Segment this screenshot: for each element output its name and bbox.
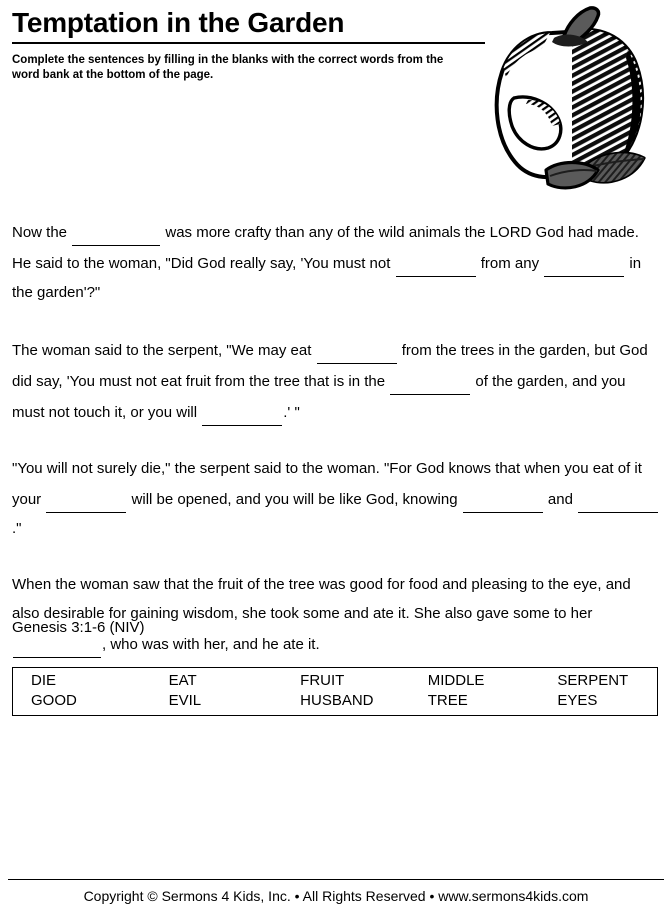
footer-copyright: Copyright © Sermons 4 Kids, Inc. • All Rights Reserved • www.sermons4kids.com	[83, 888, 589, 904]
passage-text: was more crafty than any of the wild animals the LORD God had made. He said to the woman, "Did God really say, 'You must not	[12, 224, 639, 272]
word-bank-row	[13, 671, 657, 691]
word-bank-word[interactable]: FRUIT	[300, 672, 345, 689]
fill-in-blank[interactable]	[317, 334, 397, 364]
word-bank-word[interactable]: EVIL	[168, 692, 202, 709]
fill-in-blank[interactable]	[390, 365, 470, 395]
word-bank-word[interactable]: MIDDLE	[427, 672, 485, 689]
word-bank-word[interactable]: SERPENT	[557, 672, 629, 689]
word-bank-word[interactable]: EYES	[557, 692, 598, 709]
fill-in-blank[interactable]	[46, 483, 126, 513]
fill-in-blank[interactable]	[578, 483, 658, 513]
instructions-text: Complete the sentences by filling in the blanks with the correct words from the word bank at the bottom of the page.	[12, 54, 444, 81]
passage-text: from any	[476, 255, 544, 272]
word-bank-word[interactable]: HUSBAND	[300, 692, 374, 709]
word-bank-word[interactable]: DIE	[31, 672, 57, 689]
word-bank-row	[13, 691, 657, 711]
title-divider	[12, 42, 485, 44]
passage-text: will be opened, and you will be like God, knowing	[127, 491, 462, 508]
passage-text: Now the	[12, 224, 72, 241]
passage-paragraph	[12, 334, 662, 427]
fill-in-blank[interactable]	[544, 247, 624, 277]
word-bank-word[interactable]: GOOD	[31, 692, 77, 709]
passage-text: The woman said to the serpent, "We may eat	[12, 342, 316, 359]
scripture-citation: Genesis 3:1-6 (NIV)	[12, 619, 145, 636]
word-bank-word[interactable]: TREE	[427, 692, 468, 709]
passage-paragraph	[12, 454, 662, 543]
passage-text: .' "	[283, 404, 300, 421]
passage-text: , who was with her, and he ate it.	[102, 636, 320, 653]
passage-paragraph	[12, 216, 662, 307]
word-bank-word[interactable]: EAT	[168, 672, 197, 689]
passage-text: in the garden'?"	[12, 255, 642, 301]
passage-text: from the trees in the garden, but God did say, 'You must not eat fruit from the tree that is in the	[12, 342, 648, 390]
fill-in-blank[interactable]	[396, 247, 476, 277]
worksheet-header	[12, 6, 486, 82]
passage-text: ."	[12, 520, 22, 537]
passage-text: "You will not surely die," the serpent said to the woman. "For God knows that when you eat of it your	[12, 460, 642, 508]
passage-paragraph	[12, 570, 662, 659]
passage-text: When the woman saw that the fruit of the tree was good for food and pleasing to the eye, and also desirable for gaining wisdom, she took some and ate it. She also gave some to her	[12, 576, 631, 622]
passage-body	[12, 216, 662, 659]
fill-in-blank[interactable]	[202, 396, 282, 426]
word-bank	[12, 667, 658, 716]
fill-in-blank[interactable]	[72, 216, 160, 246]
bitten-apple-illustration	[468, 2, 672, 198]
passage-text: and	[543, 491, 578, 508]
passage-text: of the garden, and you must not touch it, or you will	[12, 373, 626, 421]
fill-in-blank[interactable]	[463, 483, 543, 513]
page-title: Temptation in the Garden	[12, 7, 345, 38]
footer-divider	[8, 879, 664, 880]
